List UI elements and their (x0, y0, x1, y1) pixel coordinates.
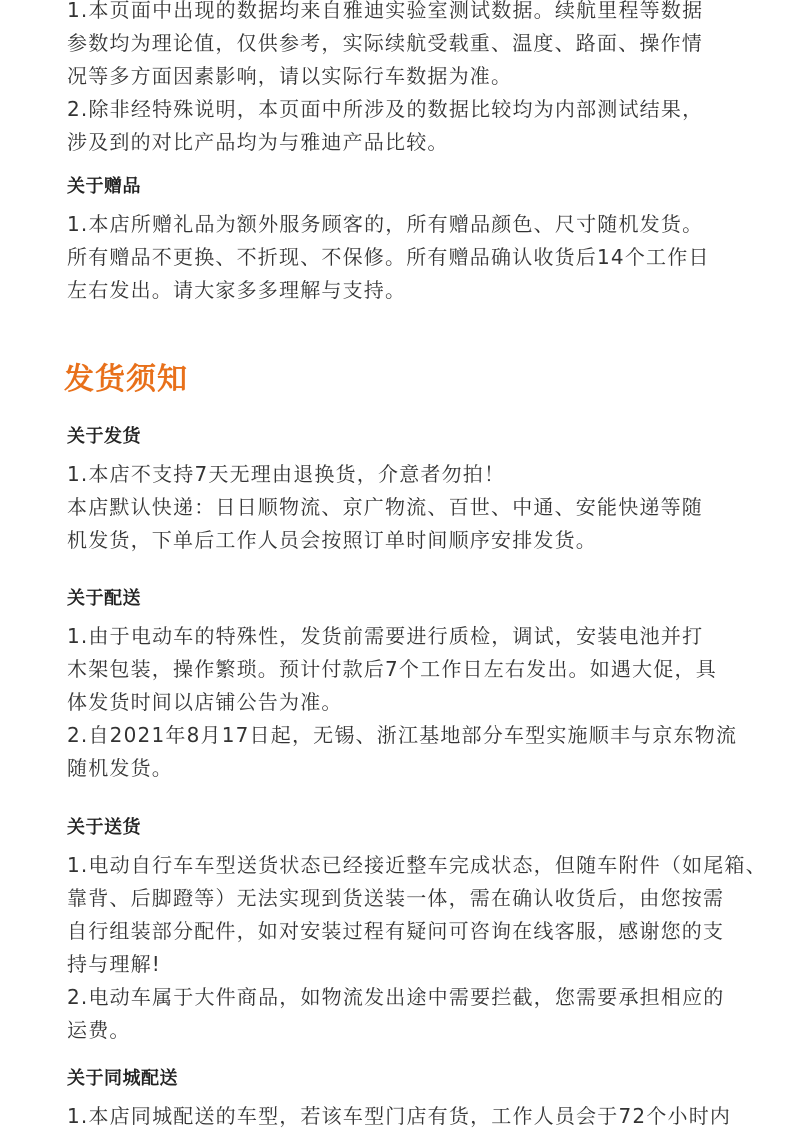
gifts-section (67, 172, 727, 198)
gifts-body (67, 208, 727, 307)
text-line: 所有赠品不更换、不折现、不保修。所有赠品确认收货后14个工作日 (67, 245, 710, 269)
home-delivery-body (67, 849, 767, 1047)
home-delivery-text (67, 849, 767, 1047)
dispatch-text (67, 458, 727, 557)
text-line: 持与理解! (67, 952, 162, 976)
home-delivery-heading: 关于送货 (67, 817, 141, 838)
shipping-notice-title: 发货须知 (64, 362, 188, 397)
delivery-text (67, 620, 738, 785)
text-line: 况等多方面因素影响，请以实际行车数据为准。 (67, 64, 513, 88)
gifts-text (67, 208, 727, 307)
text-line: 随机发货。 (67, 756, 173, 780)
dispatch-heading: 关于发货 (67, 426, 141, 447)
text-line: 1.电动自行车车型送货状态已经接近整车完成状态，但随车附件（如尾箱、 (67, 853, 767, 877)
delivery-section (67, 584, 727, 610)
delivery-heading: 关于配送 (67, 588, 141, 609)
text-line: 2.自2021年8月17日起，无锡、浙江基地部分车型实施顺丰与京东物流 (67, 723, 738, 747)
text-line: 1.本店同城配送的车型，若该车型门店有货，工作人员会于72个小时内 (67, 1104, 732, 1128)
gifts-heading: 关于赠品 (67, 176, 141, 197)
disclaimer-text (67, 0, 727, 159)
text-line: 1.本页面中出现的数据均来自雅迪实验室测试数据。续航里程等数据 (67, 0, 704, 22)
text-line: 2.电动车属于大件商品，如物流发出途中需要拦截，您需要承担相应的 (67, 985, 725, 1009)
text-line: 本店默认快递：日日顺物流、京广物流、百世、中通、安能快递等随 (67, 495, 703, 519)
home-delivery-section (67, 813, 727, 839)
text-line: 运费。 (67, 1018, 131, 1042)
text-line: 1.本店所赠礼品为额外服务顾客的，所有赠品颜色、尺寸随机发货。 (67, 212, 704, 236)
text-line: 涉及到的对比产品均为与雅迪产品比较。 (67, 130, 449, 154)
delivery-body (67, 620, 738, 785)
text-line: 1.本店不支持7天无理由退换货，介意者勿拍！ (67, 462, 506, 486)
local-delivery-section (67, 1064, 727, 1090)
text-line: 木架包装，操作繁琐。预计付款后7个工作日左右发出。如遇大促，具 (67, 657, 717, 681)
disclaimer-block (67, 0, 727, 159)
local-delivery-heading: 关于同城配送 (67, 1068, 178, 1089)
text-line: 机发货，下单后工作人员会按照订单时间顺序安排发货。 (67, 528, 597, 552)
text-line: 参数均为理论值，仅供参考，实际续航受载重、温度、路面、操作情 (67, 31, 703, 55)
text-line: 自行组装部分配件，如对安装过程有疑问可咨询在线客服，感谢您的支 (67, 919, 725, 943)
text-line: 体发货时间以店铺公告为准。 (67, 690, 343, 714)
dispatch-section (67, 422, 727, 448)
text-line: 1.由于电动车的特殊性，发货前需要进行质检，调试，安装电池并打 (67, 624, 704, 648)
text-line: 靠背、后脚蹬等）无法实现到货送装一体，需在确认收货后，由您按需 (67, 886, 725, 910)
text-line: 2.除非经特殊说明，本页面中所涉及的数据比较均为内部测试结果， (67, 97, 704, 121)
dispatch-body (67, 458, 727, 557)
text-line: 左右发出。请大家多多理解与支持。 (67, 278, 407, 302)
